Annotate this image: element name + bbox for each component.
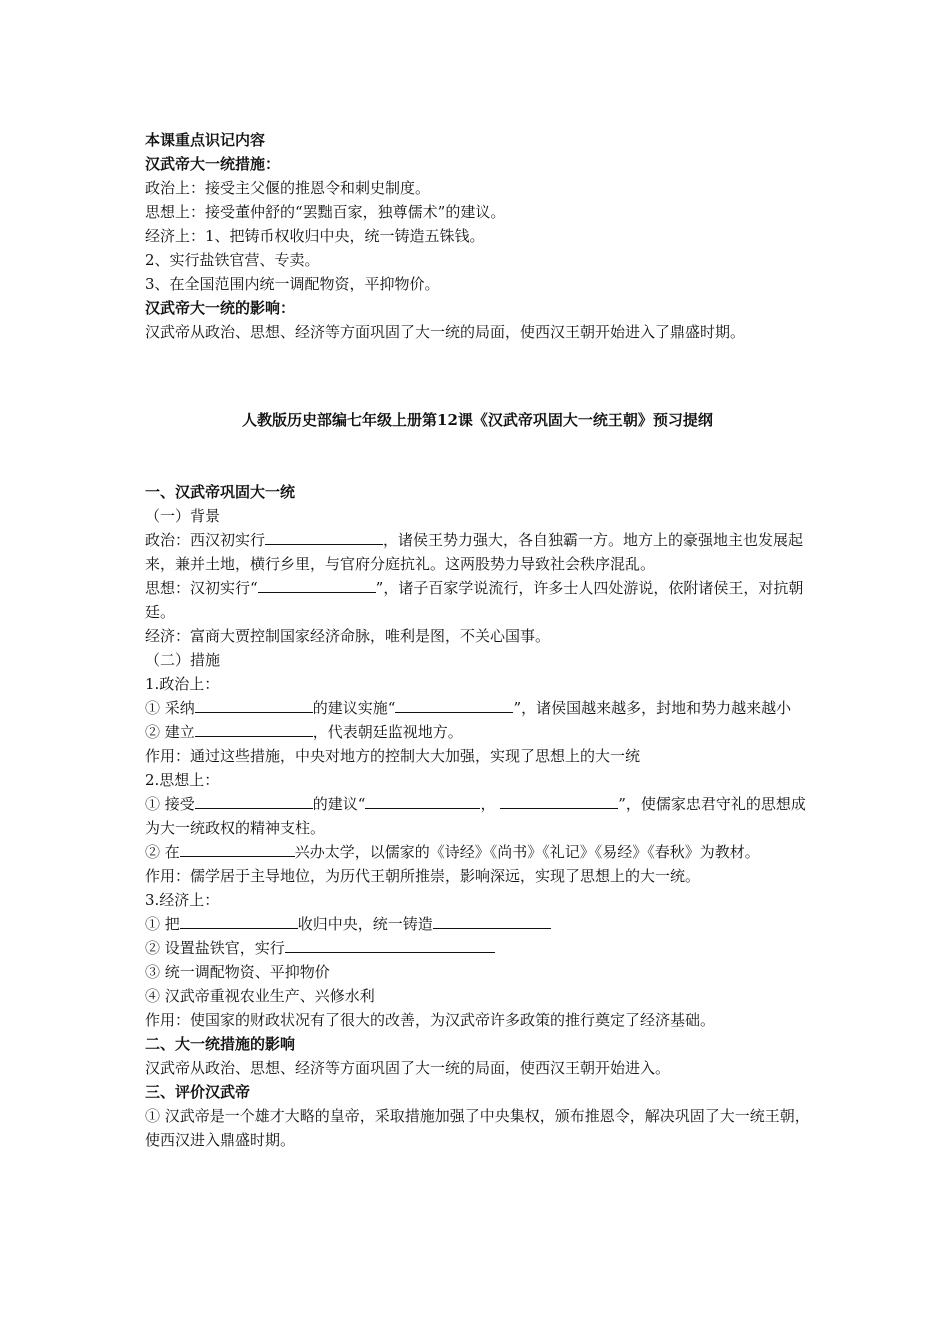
- measure-thought-1: ① 接受 的建议“ ， ”，使儒家忠君守礼的思想成为大一统政权的精神支柱。: [145, 792, 810, 840]
- blank-field[interactable]: [195, 720, 313, 737]
- document-page: [145, 128, 810, 1152]
- measure-thought-2: ② 在 兴办太学，以儒家的《诗经》《尚书》《礼记》《易经》《春秋》为教材。: [145, 840, 810, 864]
- measure-politics-effect: 作用：通过这些措施，中央对地方的控制大大加强，实现了思想上的大一统: [145, 747, 641, 765]
- blank-field[interactable]: [195, 792, 313, 809]
- background-politics: 政治：西汉初实行 ，诸侯王势力强大，各自独霸一方。地方上的豪强地主也发展起来，兼并土地，横行乡里，与官府分庭抗礼。这两股势力导致社会秩序混乱。: [145, 528, 810, 576]
- measures-subheading: （二）措施: [145, 651, 221, 669]
- key-thought: 思想上：接受董仲舒的“罢黜百家，独尊儒术”的建议。: [145, 203, 506, 221]
- key-economy-1: 经济上：1、把铸币权收归中央，统一铸造五铢钱。: [145, 227, 485, 245]
- measure-economy-2: ② 设置盐铁官，实行: [145, 936, 810, 960]
- section-2-text: 汉武帝从政治、思想、经济等方面巩固了大一统的局面，使西汉王朝开始进入。: [145, 1059, 671, 1077]
- measure-economy-effect: 作用：使国家的财政状况有了很大的改善，为汉武帝许多政策的推行奠定了经济基础。: [145, 1011, 716, 1029]
- blank-field[interactable]: [500, 792, 618, 809]
- measure-politics-2: ② 建立 ，代表朝廷监视地方。: [145, 720, 810, 744]
- measure-economy-4: ④ 汉武帝重视农业生产、兴修水利: [145, 987, 375, 1005]
- section-3-heading: 三、评价汉武帝: [145, 1083, 251, 1101]
- measure-economy-1: ① 把 收归中央，统一铸造: [145, 912, 810, 936]
- blank-field[interactable]: [395, 696, 513, 713]
- blank-field[interactable]: [180, 912, 298, 929]
- key-economy-2: 2、实行盐铁官营、专卖。: [145, 251, 320, 269]
- blank-field[interactable]: [265, 528, 383, 545]
- measures-heading: 汉武帝大一统措施：: [145, 155, 281, 173]
- measures-thought-heading: 2.思想上：: [145, 771, 220, 789]
- measure-thought-effect: 作用：儒学居于主导地位，为历代王朝所推崇，影响深远，实现了思想上的大一统。: [145, 867, 701, 885]
- blank-field[interactable]: [258, 576, 376, 593]
- measure-politics-1: ① 采纳 的建议实施“ ”，诸侯国越来越多，封地和势力越来越小: [145, 696, 810, 720]
- section-3-text: ① 汉武帝是一个雄才大略的皇帝，采取措施加强了中央集权，颁布推恩令，解决巩固了大一统王朝，使西汉进入鼎盛时期。: [145, 1107, 810, 1149]
- impact-heading: 汉武帝大一统的影响：: [145, 299, 296, 317]
- outline-title: 人教版历史部编七年级上册第12课《汉武帝巩固大一统王朝》预习提纲: [242, 411, 713, 429]
- blank-field[interactable]: [180, 840, 295, 857]
- blank-field[interactable]: [285, 936, 495, 953]
- measures-politics-heading: 1.政治上：: [145, 675, 220, 693]
- blank-field[interactable]: [433, 912, 551, 929]
- key-points-heading: 本课重点识记内容: [145, 131, 266, 149]
- measures-economy-heading: 3.经济上：: [145, 891, 220, 909]
- impact-text: 汉武帝从政治、思想、经济等方面巩固了大一统的局面，使西汉王朝开始进入了鼎盛时期。: [145, 323, 746, 341]
- section-2-heading: 二、大一统措施的影响: [145, 1035, 296, 1053]
- measure-economy-3: ③ 统一调配物资、平抑物价: [145, 963, 330, 981]
- blank-field[interactable]: [195, 696, 313, 713]
- key-politics: 政治上：接受主父偃的推恩令和刺史制度。: [145, 179, 431, 197]
- background-economy: 经济：富商大贾控制国家经济命脉，唯利是图，不关心国事。: [145, 627, 551, 645]
- background-thought: 思想：汉初实行“ ”，诸子百家学说流行，许多士人四处游说，依附诸侯王，对抗朝廷。: [145, 576, 810, 624]
- background-heading: （一）背景: [145, 507, 221, 525]
- blank-field[interactable]: [365, 792, 480, 809]
- key-economy-3: 3、在全国范围内统一调配物资，平抑物价。: [145, 275, 440, 293]
- section-1-heading: 一、汉武帝巩固大一统: [145, 483, 296, 501]
